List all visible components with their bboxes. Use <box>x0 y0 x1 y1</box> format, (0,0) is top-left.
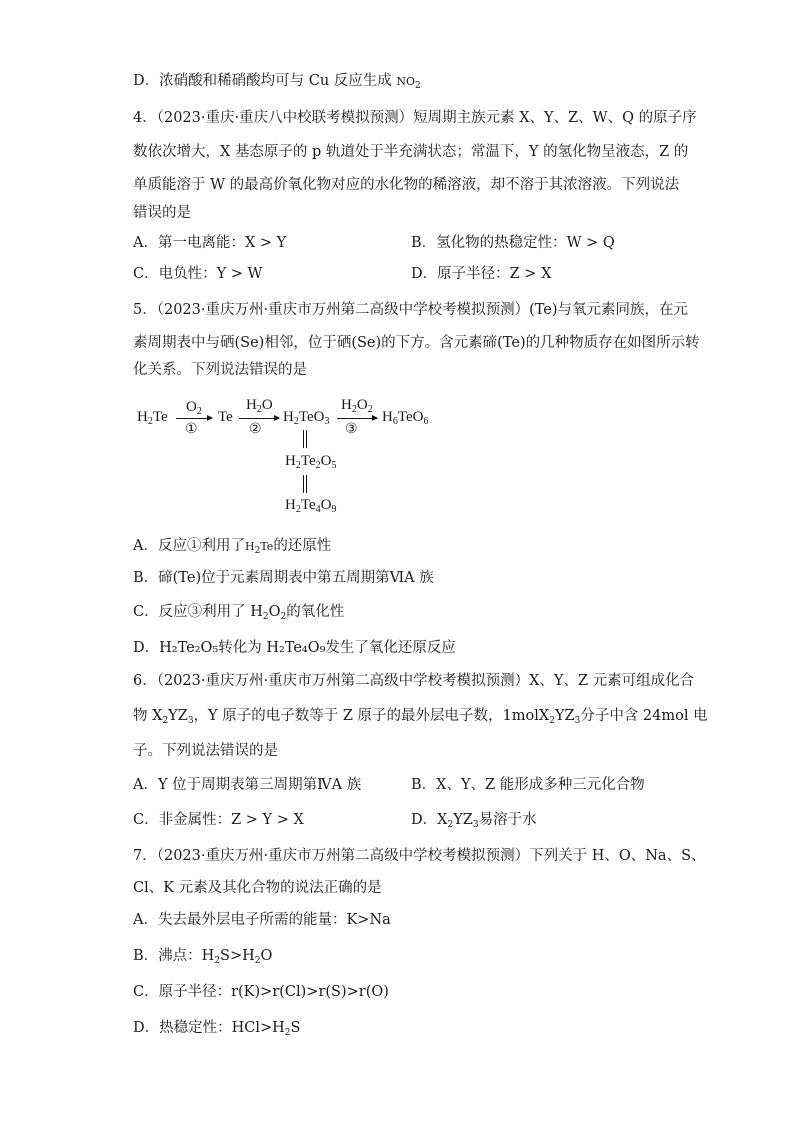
species-h2te4o9: $H_2Te_4O_9$ <box>285 497 337 515</box>
reagent-o2: $O_2$ <box>186 399 202 417</box>
q7-option-c: C．原子半径：r(K)>r(Cl)>r(S)>r(O) <box>133 984 389 1000</box>
q7-option-b: B．沸点：$H_2S>H_2O$ <box>133 948 273 966</box>
q6-stem-line-3: 子。下列说法错误的是 <box>133 743 278 759</box>
equilibrium-line-left-1 <box>303 430 304 448</box>
reagent-h2o2: $H_2O_2$ <box>341 397 373 415</box>
q7-stem-line-2: Cl、K 元素及其化合物的说法正确的是 <box>133 880 382 896</box>
q4-stem-line-3: 单质能溶于 W 的最高价氧化物对应的水化物的稀溶液，却不溶于其浓溶液。下列说法 <box>133 177 680 193</box>
reagent-h2o: $H_2O$ <box>246 397 273 415</box>
arrow-step-3 <box>337 418 377 419</box>
q4-stem-line-1: 4．（2023·重庆·重庆八中校联考模拟预测）短周期主族元素 X、Y、Z、W、Q 的原子序 <box>133 110 697 126</box>
q7-option-d: D．热稳定性：$HCl>H_2S$ <box>133 1020 301 1038</box>
q6-option-c: C．非金属性：Z > Y > X <box>133 812 304 828</box>
q4-option-c: C．电负性：Y > W <box>133 266 263 282</box>
species-h2teo3: $H_2TeO_3$ <box>283 409 330 427</box>
q4-option-a: A．第一电离能：X > Y <box>133 235 287 251</box>
q6-stem-line-1: 6．（2023·重庆万州·重庆市万州第二高级中学校考模拟预测）X、Y、Z 元素可组成化合 <box>133 673 695 689</box>
species-h2te: $H_2Te$ <box>137 409 168 427</box>
q4-option-d: D．原子半径：Z > X <box>411 266 552 282</box>
q5-option-b: B．碲(Te)位于元素周期表中第五周期第ⅥA 族 <box>133 570 434 586</box>
q5-stem-line-1: 5．（2023·重庆万州·重庆市万州第二高级中学校考模拟预测）(Te)与氧元素同族，在元 <box>133 302 689 318</box>
q5-option-c: C．反应③利用了 $H_2O_2$的氧化性 <box>133 604 345 622</box>
species-te: Te <box>218 409 233 425</box>
q5-option-d: D．H₂Te₂O₅转化为 H₂Te₄O₉发生了氧化还原反应 <box>133 640 456 656</box>
q4-option-b: B．氢化物的热稳定性：W > Q <box>411 235 615 251</box>
species-h6teo6: $H_6TeO_6$ <box>382 409 429 427</box>
equilibrium-line-right-1 <box>306 430 307 448</box>
species-h2te2o5: $H_2Te_2O_5$ <box>285 453 337 471</box>
q5-stem-line-2: 素周期表中与硒(Se)相邻，位于硒(Se)的下方。含元素碲(Te)的几种物质存在如图所示转 <box>133 335 700 351</box>
equilibrium-line-right-2 <box>306 475 307 493</box>
q5-stem-line-3: 化关系。下列说法错误的是 <box>133 362 307 378</box>
q5-option-a: A．反应①利用了$H_2Te$的还原性 <box>133 538 332 556</box>
q3-option-d: D．浓硝酸和稀硝酸均可与 Cu 反应生成 $NO_2$ <box>133 73 421 91</box>
q7-stem-line-1: 7．（2023·重庆万州·重庆市万州第二高级中学校考模拟预测）下列关于 H、O、Na、S、 <box>133 848 706 864</box>
q4-stem-line-4: 错误的是 <box>133 205 191 221</box>
q6-option-d: D．$X_2YZ_3$易溶于水 <box>411 812 537 830</box>
step-2-label: ② <box>249 421 262 437</box>
q6-stem-line-2: 物 $X_2YZ_3$，Y 原子的电子数等于 Z 原子的最外层电子数，$1molX_2YZ_3$分子中含 24mol 电 <box>133 708 708 726</box>
q6-option-a: A．Y 位于周期表第三周期第ⅣA 族 <box>133 777 362 793</box>
arrow-step-1 <box>176 418 212 419</box>
q4-stem-line-2: 数依次增大，X 基态原子的 p 轨道处于半充满状态；常温下，Y 的氢化物呈液态，Z 的 <box>133 144 689 160</box>
step-1-label: ① <box>185 421 198 437</box>
equilibrium-line-left-2 <box>303 475 304 493</box>
q7-option-a: A．失去最外层电子所需的能量：K>Na <box>133 912 391 928</box>
q6-option-b: B．X、Y、Z 能形成多种三元化合物 <box>411 777 645 793</box>
arrow-step-2 <box>239 418 279 419</box>
step-3-label: ③ <box>345 421 358 437</box>
